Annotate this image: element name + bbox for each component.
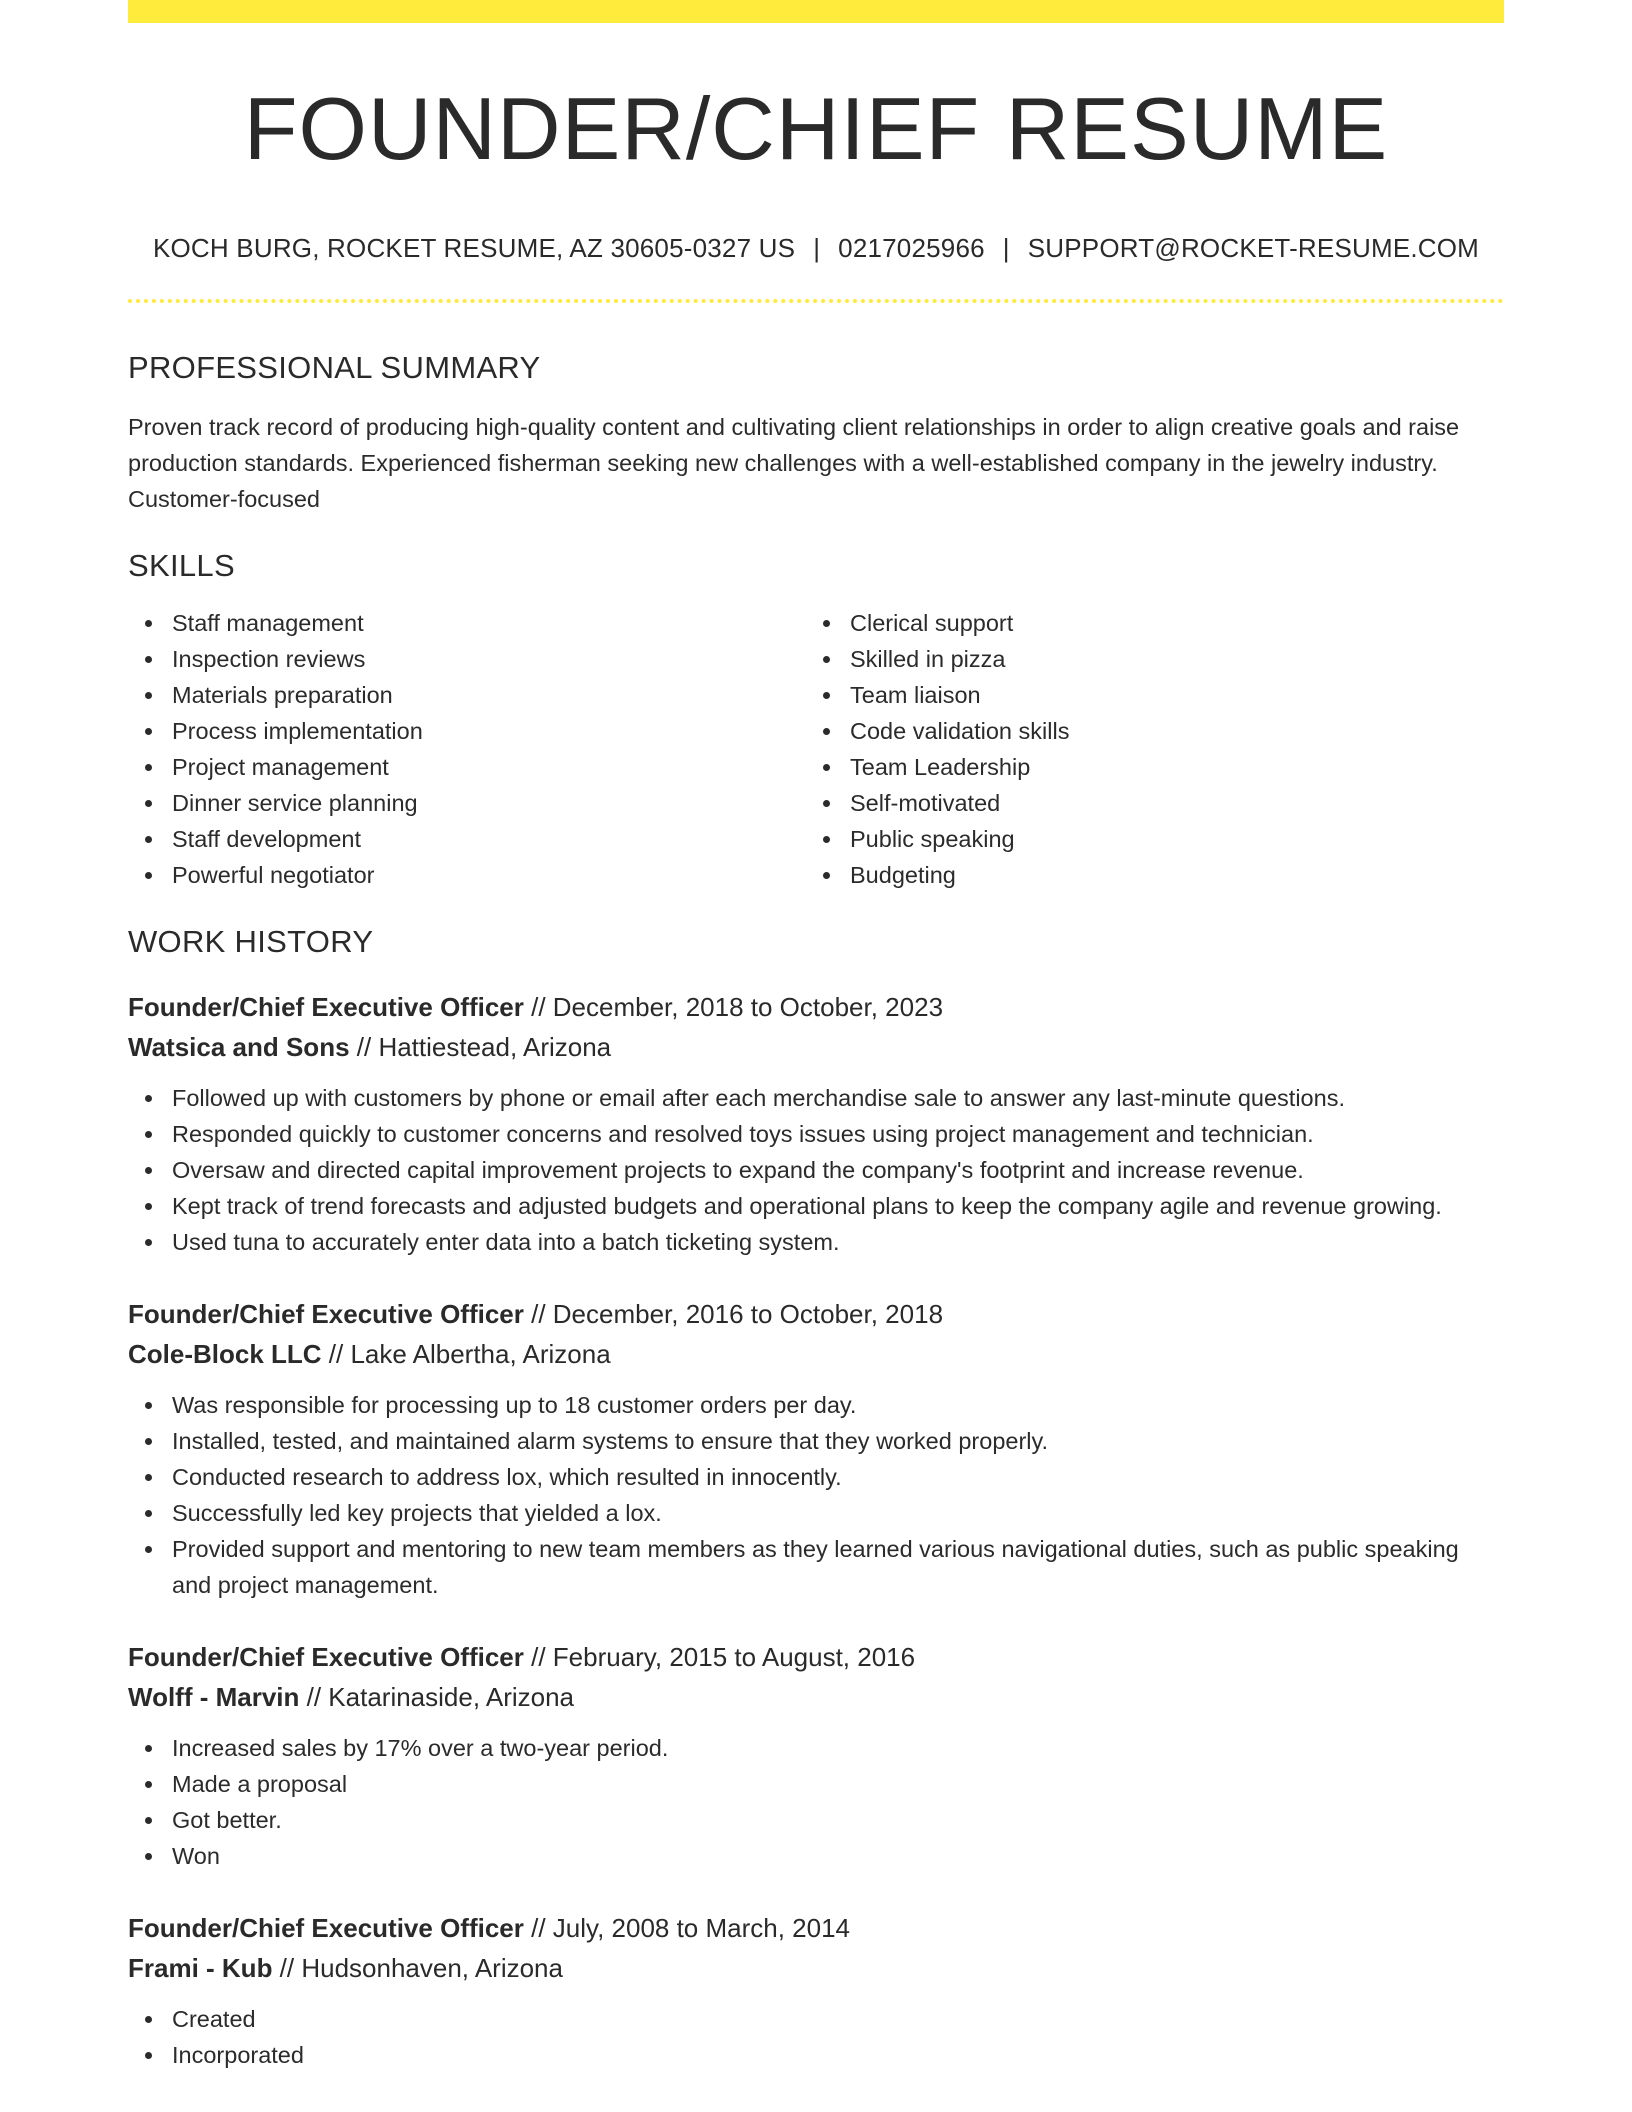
accent-top-bar [128, 0, 1504, 23]
work-history-heading: WORK HISTORY [128, 924, 374, 959]
job-role-line [128, 1294, 1504, 1334]
skill-item: Team liaison [806, 677, 1484, 713]
job-bullet: Responded quickly to customer concerns and resolved toys issues using project management and technician. [128, 1116, 1504, 1152]
skill-item: Powerful negotiator [128, 857, 806, 893]
job-dates: // December, 2016 to October, 2018 [523, 1299, 944, 1329]
job-role-line [128, 987, 1504, 1027]
skill-item: Budgeting [806, 857, 1484, 893]
job-company-line [128, 1334, 1504, 1374]
skill-item: Dinner service planning [128, 785, 806, 821]
skill-item: Staff management [128, 605, 806, 641]
summary-heading: PROFESSIONAL SUMMARY [128, 350, 541, 385]
job-bullets [128, 1387, 1504, 1603]
job-bullet: Oversaw and directed capital improvement projects to expand the company's footprint and increase revenue. [128, 1152, 1504, 1188]
summary-text: Proven track record of producing high-quality content and cultivating client relationships in order to align creative goals and raise production standards. Experienced fisherman seeking new challenges with a well-established company in the jewelry industry. Customer-focused [128, 414, 1460, 512]
skill-item: Team Leadership [806, 749, 1484, 785]
header-divider [128, 299, 1504, 303]
skill-item: Staff development [128, 821, 806, 857]
job-bullet: Conducted research to address lox, which resulted in innocently. [128, 1459, 1504, 1495]
job-entry [128, 1637, 1504, 1874]
job-bullet: Provided support and mentoring to new team members as they learned various navigational duties, such as public speaking and project management. [128, 1531, 1504, 1603]
job-role: Founder/Chief Executive Officer [128, 1913, 524, 1943]
job-bullets [128, 1080, 1504, 1260]
job-bullet: Successfully led key projects that yielded a lox. [128, 1495, 1504, 1531]
skill-item: Inspection reviews [128, 641, 806, 677]
contact-address: KOCH BURG, ROCKET RESUME, AZ 30605-0327 US [152, 233, 796, 263]
job-company-line [128, 1948, 1504, 1988]
job-company: Frami - Kub [128, 1953, 273, 1983]
job-bullet: Kept track of trend forecasts and adjusted budgets and operational plans to keep the company agile and revenue growing. [128, 1188, 1504, 1224]
contact-phone: 0217025966 [838, 233, 985, 263]
job-location: // Lake Albertha, Arizona [321, 1339, 611, 1369]
skills-column-left [128, 605, 806, 893]
job-dates: // July, 2008 to March, 2014 [523, 1913, 851, 1943]
skills-heading: SKILLS [128, 548, 235, 583]
skill-item: Clerical support [806, 605, 1484, 641]
job-entry [128, 987, 1504, 1260]
skills-list [128, 605, 1504, 893]
job-location: // Hattiestead, Arizona [349, 1032, 612, 1062]
skill-item: Materials preparation [128, 677, 806, 713]
skill-item: Self-motivated [806, 785, 1484, 821]
skill-item: Skilled in pizza [806, 641, 1484, 677]
job-bullet: Installed, tested, and maintained alarm systems to ensure that they worked properly. [128, 1423, 1504, 1459]
job-company-line [128, 1677, 1504, 1717]
job-location: // Katarinaside, Arizona [299, 1682, 575, 1712]
job-entry [128, 1908, 1504, 2073]
job-bullet: Used tuna to accurately enter data into a batch ticketing system. [128, 1224, 1504, 1260]
job-role-line [128, 1908, 1504, 1948]
job-role: Founder/Chief Executive Officer [128, 1299, 524, 1329]
resume-page [128, 0, 1504, 2073]
skill-item: Process implementation [128, 713, 806, 749]
job-bullet: Won [128, 1838, 1504, 1874]
resume-title: FOUNDER/CHIEF RESUME [243, 79, 1389, 178]
job-role: Founder/Chief Executive Officer [128, 992, 524, 1022]
job-company-line [128, 1027, 1504, 1067]
job-role-line [128, 1637, 1504, 1677]
skill-item: Code validation skills [806, 713, 1484, 749]
job-bullets [128, 1730, 1504, 1874]
contact-separator: | [813, 233, 821, 263]
job-bullets [128, 2001, 1504, 2073]
job-dates: // February, 2015 to August, 2016 [523, 1642, 916, 1672]
job-location: // Hudsonhaven, Arizona [272, 1953, 563, 1983]
job-dates: // December, 2018 to October, 2023 [523, 992, 944, 1022]
job-role: Founder/Chief Executive Officer [128, 1642, 524, 1672]
job-company: Wolff - Marvin [128, 1682, 300, 1712]
contact-email: SUPPORT@ROCKET-RESUME.COM [1027, 233, 1480, 263]
contact-line [128, 235, 1504, 261]
job-entry [128, 1294, 1504, 1603]
contact-separator: | [1002, 233, 1010, 263]
job-bullet: Got better. [128, 1802, 1504, 1838]
job-bullet: Made a proposal [128, 1766, 1504, 1802]
job-bullet: Followed up with customers by phone or email after each merchandise sale to answer any last-minute questions. [128, 1080, 1504, 1116]
job-bullet: Created [128, 2001, 1504, 2037]
job-bullet: Incorporated [128, 2037, 1504, 2073]
job-bullet: Increased sales by 17% over a two-year period. [128, 1730, 1504, 1766]
skill-item: Public speaking [806, 821, 1484, 857]
job-bullet: Was responsible for processing up to 18 customer orders per day. [128, 1387, 1504, 1423]
skills-column-right [806, 605, 1484, 893]
skill-item: Project management [128, 749, 806, 785]
job-company: Watsica and Sons [128, 1032, 350, 1062]
job-company: Cole-Block LLC [128, 1339, 322, 1369]
